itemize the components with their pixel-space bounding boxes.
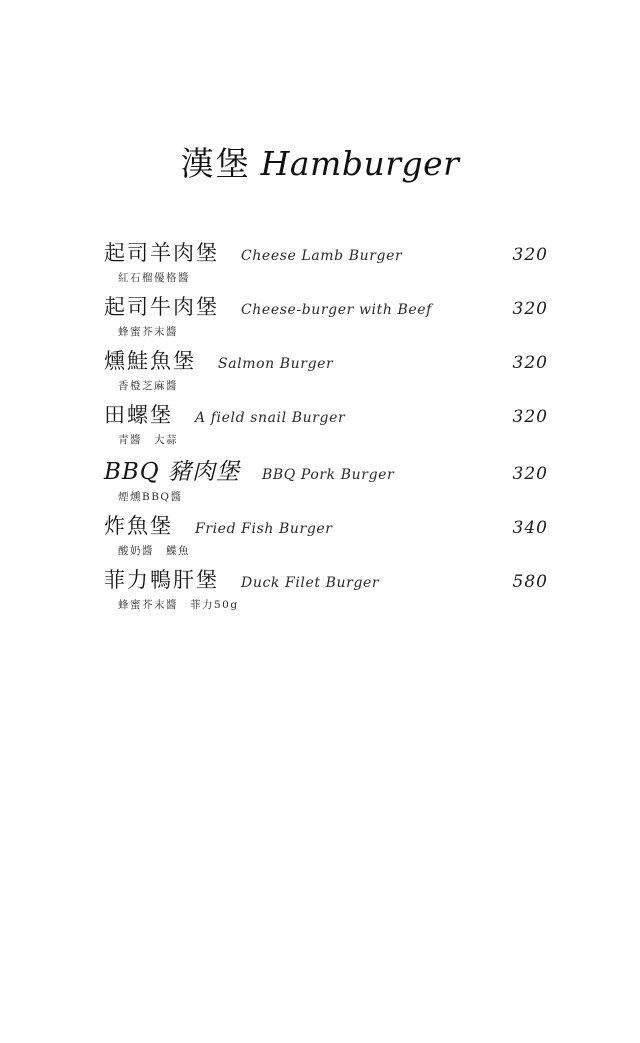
menu-item-sauce xyxy=(118,489,548,504)
menu-item-price: 320 xyxy=(512,245,548,265)
menu-item xyxy=(104,399,548,447)
menu-item-main xyxy=(104,399,548,429)
menu-item-price: 320 xyxy=(512,407,548,427)
menu-item xyxy=(104,564,548,612)
menu-item-name-cjk: 起司牛肉堡 xyxy=(104,295,219,319)
menu-item xyxy=(104,291,548,339)
menu-item-sauce xyxy=(118,378,548,393)
menu-item-price: 580 xyxy=(512,572,548,592)
menu-item-main xyxy=(104,291,548,321)
menu-item-main xyxy=(104,237,548,267)
sauce-label: 大蒜 xyxy=(154,434,178,446)
sauce-label: 鰈魚 xyxy=(166,545,190,557)
menu-item-name-en: Fried Fish Burger xyxy=(195,521,333,537)
menu-page xyxy=(0,138,640,1043)
menu-item-name-en: Cheese-burger with Beef xyxy=(241,302,432,318)
sauce-label: 菲力50g xyxy=(190,599,239,611)
menu-item xyxy=(104,510,548,558)
sauce-label: 香橙芝麻醬 xyxy=(118,380,178,392)
page-title xyxy=(0,138,640,185)
menu-item-name-cjk: 炸魚堡 xyxy=(104,514,173,538)
menu-item-main xyxy=(104,453,548,486)
menu-item-price: 340 xyxy=(512,518,548,538)
menu-item-name-en: BBQ Pork Burger xyxy=(261,467,395,483)
sauce-label: 紅石榴優格醬 xyxy=(118,272,190,284)
menu-item xyxy=(104,345,548,393)
menu-item-main xyxy=(104,510,548,540)
menu-item-name-en: Salmon Burger xyxy=(218,356,334,372)
menu-item-price: 320 xyxy=(512,299,548,319)
menu-item-main xyxy=(104,564,548,594)
menu-item-sauce xyxy=(118,270,548,285)
menu-item-name-cjk: BBQ 豬肉堡 xyxy=(104,459,240,485)
menu-item-list xyxy=(0,237,640,612)
menu-item-name-cjk: 田螺堡 xyxy=(104,403,173,427)
page-title-cjk: 漢堡 xyxy=(180,144,251,183)
menu-item-sauce xyxy=(118,597,548,612)
menu-item xyxy=(104,237,548,285)
sauce-label: 蜂蜜芥末醬 xyxy=(118,599,178,611)
page-title-latin: Hamburger xyxy=(260,144,460,183)
menu-item-name-en: A field snail Burger xyxy=(195,410,346,426)
menu-item-name-cjk: 起司羊肉堡 xyxy=(104,241,219,265)
menu-item-sauce xyxy=(118,324,548,339)
menu-item-price: 320 xyxy=(512,353,548,373)
menu-item xyxy=(104,453,548,504)
menu-item-name-cjk: 菲力鴨肝堡 xyxy=(104,568,219,592)
menu-item-name-en: Cheese Lamb Burger xyxy=(241,248,403,264)
sauce-label: 青醬 xyxy=(118,434,142,446)
menu-item-main xyxy=(104,345,548,375)
menu-item-name-cjk: 燻鮭魚堡 xyxy=(104,349,196,373)
sauce-label: 蜂蜜芥末醬 xyxy=(118,326,178,338)
menu-item-sauce xyxy=(118,543,548,558)
menu-item-name-en: Duck Filet Burger xyxy=(241,575,380,591)
menu-item-price: 320 xyxy=(512,464,548,484)
sauce-label: 酸奶醬 xyxy=(118,545,154,557)
menu-item-sauce xyxy=(118,432,548,447)
sauce-label: 煙燻BBQ醬 xyxy=(118,491,183,503)
